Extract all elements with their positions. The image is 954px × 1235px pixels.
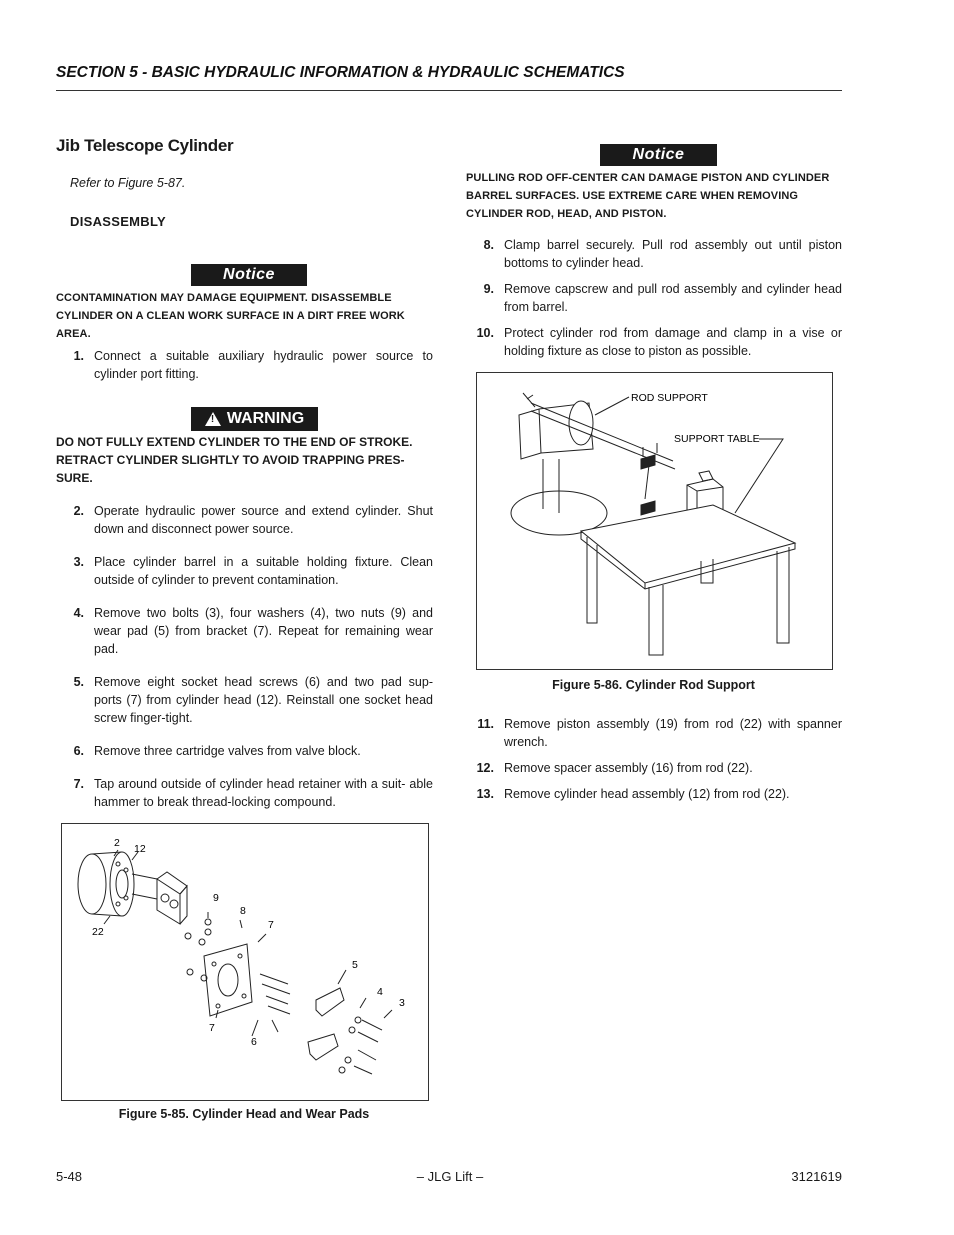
warning-label: WARNING bbox=[226, 410, 305, 427]
step-8 bbox=[466, 236, 842, 272]
page-number: 5-48 bbox=[56, 1169, 83, 1184]
step-text: Remove three cartridge valves from valve block. bbox=[94, 744, 361, 758]
rod-support-illustration bbox=[477, 373, 832, 669]
support-table-label: SUPPORT TABLE bbox=[674, 433, 760, 445]
step-number: 9. bbox=[483, 282, 494, 296]
step-number: 10. bbox=[476, 326, 494, 340]
step-text: Remove two bolts (3), four washers (4), two nuts (9) and wear pad (5) from bracket (7). Repeat for remaining wear pad. bbox=[94, 606, 433, 656]
step-number: 1. bbox=[73, 349, 84, 363]
label-4: 4 bbox=[377, 986, 383, 998]
step-text: Clamp barrel securely. Pull rod assembly out until piston bottoms to cylinder head. bbox=[504, 238, 842, 270]
step-1 bbox=[56, 347, 433, 383]
step-text: Remove spacer assembly (16) from rod (22). bbox=[504, 761, 753, 775]
step-number: 3. bbox=[73, 555, 84, 569]
section-heading: Jib Telescope Cylinder bbox=[56, 136, 234, 155]
step-number: 7. bbox=[73, 777, 84, 791]
step-6 bbox=[56, 742, 433, 760]
steps-11-13 bbox=[466, 715, 842, 803]
step-9 bbox=[466, 280, 842, 316]
step-number: 2. bbox=[73, 504, 84, 518]
label-7-upper: 7 bbox=[268, 919, 274, 931]
step-number: 4. bbox=[73, 606, 84, 620]
step-5 bbox=[56, 673, 433, 727]
step-text: Protect cylinder rod from damage and clamp in a vise or holding fixture as close to piston as possible. bbox=[504, 326, 842, 358]
step-10 bbox=[466, 324, 842, 360]
figure-reference: Refer to Figure 5-87. bbox=[70, 176, 186, 190]
rod-support-label: ROD SUPPORT bbox=[631, 392, 708, 404]
notice-badge: Notice bbox=[191, 264, 307, 286]
step-3 bbox=[56, 553, 433, 589]
step-text: Connect a suitable auxiliary hydraulic power source to cylinder port fitting. bbox=[94, 349, 433, 381]
step-7 bbox=[56, 775, 433, 811]
label-22: 22 bbox=[92, 926, 104, 938]
cylinder-head-illustration bbox=[62, 824, 428, 1100]
step-number: 5. bbox=[73, 675, 84, 689]
section-header: SECTION 5 - BASIC HYDRAULIC INFORMATION & HYDRAULIC SCHEMATICS bbox=[56, 64, 625, 81]
notice-badge-right: Notice bbox=[600, 144, 717, 166]
header-rule bbox=[56, 90, 842, 91]
step-number: 8. bbox=[483, 238, 494, 252]
figure-caption-5-86: Figure 5-86. Cylinder Rod Support bbox=[552, 678, 755, 692]
step-text: Remove eight socket head screws (6) and two pad sup- ports (7) from cylinder head (12). Reinstall one socket head screw finger-tight. bbox=[94, 675, 433, 725]
label-2: 2 bbox=[114, 837, 120, 849]
warning-badge bbox=[191, 407, 318, 431]
label-7-lower: 7 bbox=[209, 1022, 215, 1034]
notice-text-right: PULLING ROD OFF-CENTER CAN DAMAGE PISTON AND CYLINDER BARREL SURFACES. USE EXTREME CARE WHEN REMOVING CYLINDER ROD, HEAD, AND PISTON. bbox=[466, 172, 830, 220]
steps-8-10 bbox=[466, 236, 842, 360]
label-9: 9 bbox=[213, 892, 219, 904]
label-12: 12 bbox=[134, 843, 146, 855]
step-number: 11. bbox=[477, 717, 494, 731]
disassembly-subheading: DISASSEMBLY bbox=[70, 214, 167, 229]
step-11 bbox=[466, 715, 842, 751]
footer-brand: – JLG Lift – bbox=[416, 1169, 484, 1184]
step-text: Place cylinder barrel in a suitable holding fixture. Clean outside of cylinder to prevent contamination. bbox=[94, 555, 433, 587]
figure-cylinder-head-wear-pads bbox=[61, 823, 429, 1101]
figure-caption-5-85: Figure 5-85. Cylinder Head and Wear Pads bbox=[118, 1107, 370, 1121]
step-2 bbox=[56, 502, 433, 538]
step-text: Tap around outside of cylinder head retainer with a suit- able hammer to break thread-locking compound. bbox=[94, 777, 433, 809]
document-number: 3121619 bbox=[791, 1169, 842, 1184]
label-3: 3 bbox=[399, 997, 405, 1009]
step-12 bbox=[466, 759, 842, 777]
label-8: 8 bbox=[240, 905, 246, 917]
label-6: 6 bbox=[251, 1036, 257, 1048]
step-text: Remove capscrew and pull rod assembly and cylinder head from barrel. bbox=[504, 282, 842, 314]
step-number: 13. bbox=[476, 787, 494, 801]
step-text: Remove piston assembly (19) from rod (22) with spanner wrench. bbox=[504, 717, 842, 749]
step-text: Operate hydraulic power source and extend cylinder. Shut down and disconnect power source. bbox=[94, 504, 433, 536]
notice-text: CCONTAMINATION MAY DAMAGE EQUIPMENT. DISASSEMBLE CYLINDER ON A CLEAN WORK SURFACE IN A DIRT FREE WORK AREA. bbox=[56, 292, 405, 340]
step-4 bbox=[56, 604, 433, 658]
figure-cylinder-rod-support bbox=[476, 372, 833, 670]
steps-2-7 bbox=[56, 502, 433, 811]
step-13 bbox=[466, 785, 842, 803]
step-text: Remove cylinder head assembly (12) from rod (22). bbox=[504, 787, 790, 801]
label-5: 5 bbox=[352, 959, 358, 971]
step-number: 12. bbox=[476, 761, 494, 775]
warning-triangle-icon: ! bbox=[205, 412, 221, 426]
step-number: 6. bbox=[73, 744, 84, 758]
warning-text: DO NOT FULLY EXTEND CYLINDER TO THE END OF STROKE. RETRACT CYLINDER SLIGHTLY TO AVOID TRAPPING PRES- SURE. bbox=[56, 435, 413, 485]
